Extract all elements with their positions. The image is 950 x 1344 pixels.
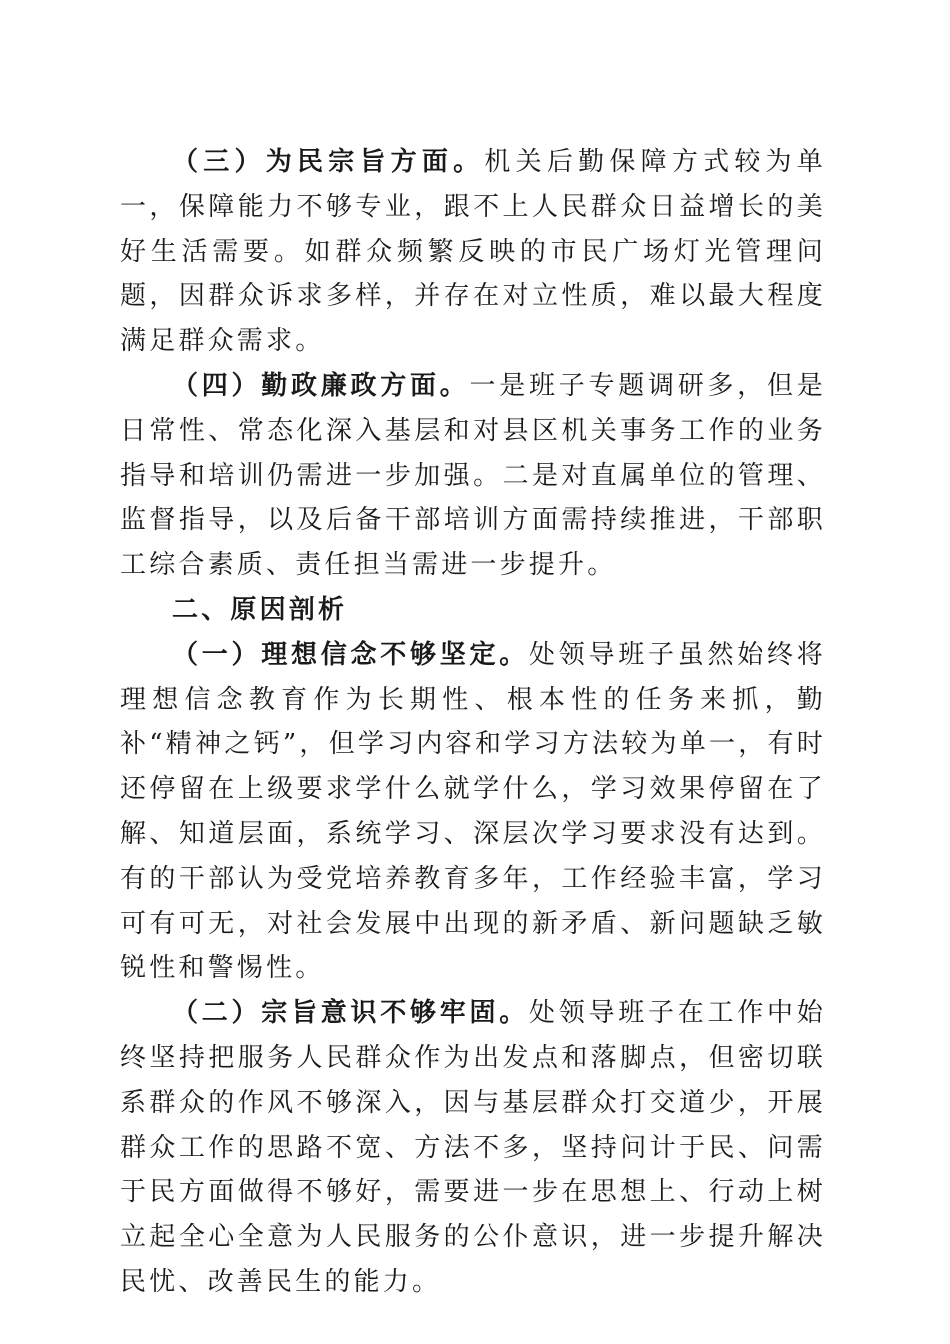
- paragraph-text: 处领导班子在工作中始终坚持把服务人民群众作为出发点和落脚点，但密切联系群众的作风不够深入，因与基层群众打交道少，开展群众工作的思路不宽、方法不多，坚持问计于民、问需于民方面做得不够好，需要进一步在思想上、行动上树立起全心全意为人民服务的公仆意识，进一步提升解决民忧、改善民生的能力。: [120, 998, 826, 1297]
- document-body: [120, 140, 826, 1305]
- paragraph-text: 处领导班子虽然始终将理想信念教育作为长期性、根本性的任务来抓，勤补“精神之钙”，但学习内容和学习方法较为单一，有时还停留在上级要求学什么就学什么，学习效果停留在了解、知道层面，系统学习、深层次学习要求没有达到。有的干部认为受党培养教育多年，工作经验丰富，学习可有可无，对社会发展中出现的新矛盾、新问题缺乏敏锐性和警惕性。: [120, 639, 826, 984]
- paragraph-people-purpose: [120, 140, 826, 364]
- paragraph-purpose-awareness: [120, 991, 826, 1305]
- paragraph-diligence-integrity: [120, 364, 826, 588]
- paragraph-lead: （四）勤政廉政方面。: [172, 370, 470, 401]
- paragraph-text: 一是班子专题调研多，但是日常性、常态化深入基层和对县区机关事务工作的业务指导和培训仍需进一步加强。二是对直属单位的管理、监督指导，以及后备干部培训方面需持续推进，干部职工综合素质、责任担当需进一步提升。: [120, 370, 826, 581]
- paragraph-lead: （一）理想信念不够坚定。: [172, 639, 530, 670]
- paragraph-text: 机关后勤保障方式较为单一，保障能力不够专业，跟不上人民群众日益增长的美好生活需要。如群众频繁反映的市民广场灯光管理问题，因群众诉求多样，并存在对立性质，难以最大程度满足群众需求。: [120, 147, 826, 357]
- paragraph-ideals-belief: [120, 633, 826, 991]
- paragraph-lead: （三）为民宗旨方面。: [172, 147, 485, 177]
- section-heading: 二、原因剖析: [172, 594, 348, 625]
- paragraph-lead: （二）宗旨意识不够牢固。: [172, 998, 530, 1029]
